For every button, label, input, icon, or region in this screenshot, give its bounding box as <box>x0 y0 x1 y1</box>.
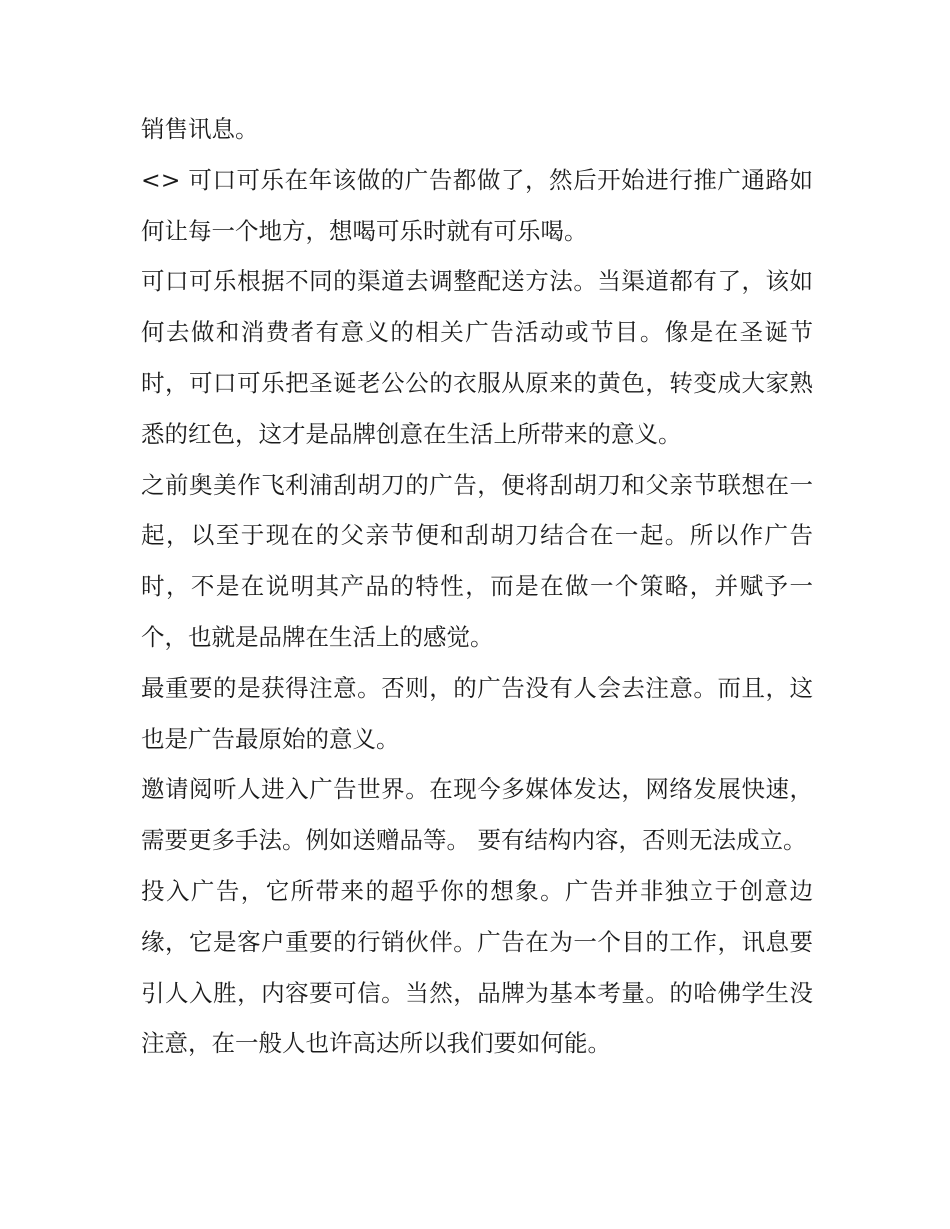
paragraph-5: 最重要的是获得注意。否则，的广告没有人会去注意。而且，这也是广告最原始的意义。 <box>141 673 813 753</box>
paragraph-3: 可口可乐根据不同的渠道去调整配送方法。当渠道都有了，该如何去做和消费者有意义的相关广告活动或节目。像是在圣诞节时，可口可乐把圣诞老公公的衣服从原来的黄色，转变成大家熟悉的红色，这才是品牌创意在生活上所带来的意义。 <box>141 267 813 448</box>
paragraph-2: <> 可口可乐在年该做的广告都做了，然后开始进行推广通路如何让每一个地方，想喝可乐时就有可乐喝。 <box>141 165 813 245</box>
paragraph-6: 邀请阅听人进入广告世界。在现今多媒体发达，网络发展快速，需要更多手法。例如送赠品等。 要有结构内容，否则无法成立。 <box>141 775 813 855</box>
document-body <box>141 104 813 1069</box>
paragraph-4: 之前奥美作飞利浦刮胡刀的广告，便将刮胡刀和父亲节联想在一起，以至于现在的父亲节便和刮胡刀结合在一起。所以作广告时，不是在说明其产品的特性，而是在做一个策略，并赋予一个，也就是品牌在生活上的感觉。 <box>141 470 813 651</box>
paragraph-1: 销售讯息。 <box>141 115 259 143</box>
paragraph-7: 投入广告，它所带来的超乎你的想象。广告并非独立于创意边缘，它是客户重要的行销伙伴。广告在为一个目的工作，讯息要引人入胜，内容要可信。当然，品牌为基本考量。的哈佛学生没注意，在一般人也许高达所以我们要如何能。 <box>141 876 813 1058</box>
